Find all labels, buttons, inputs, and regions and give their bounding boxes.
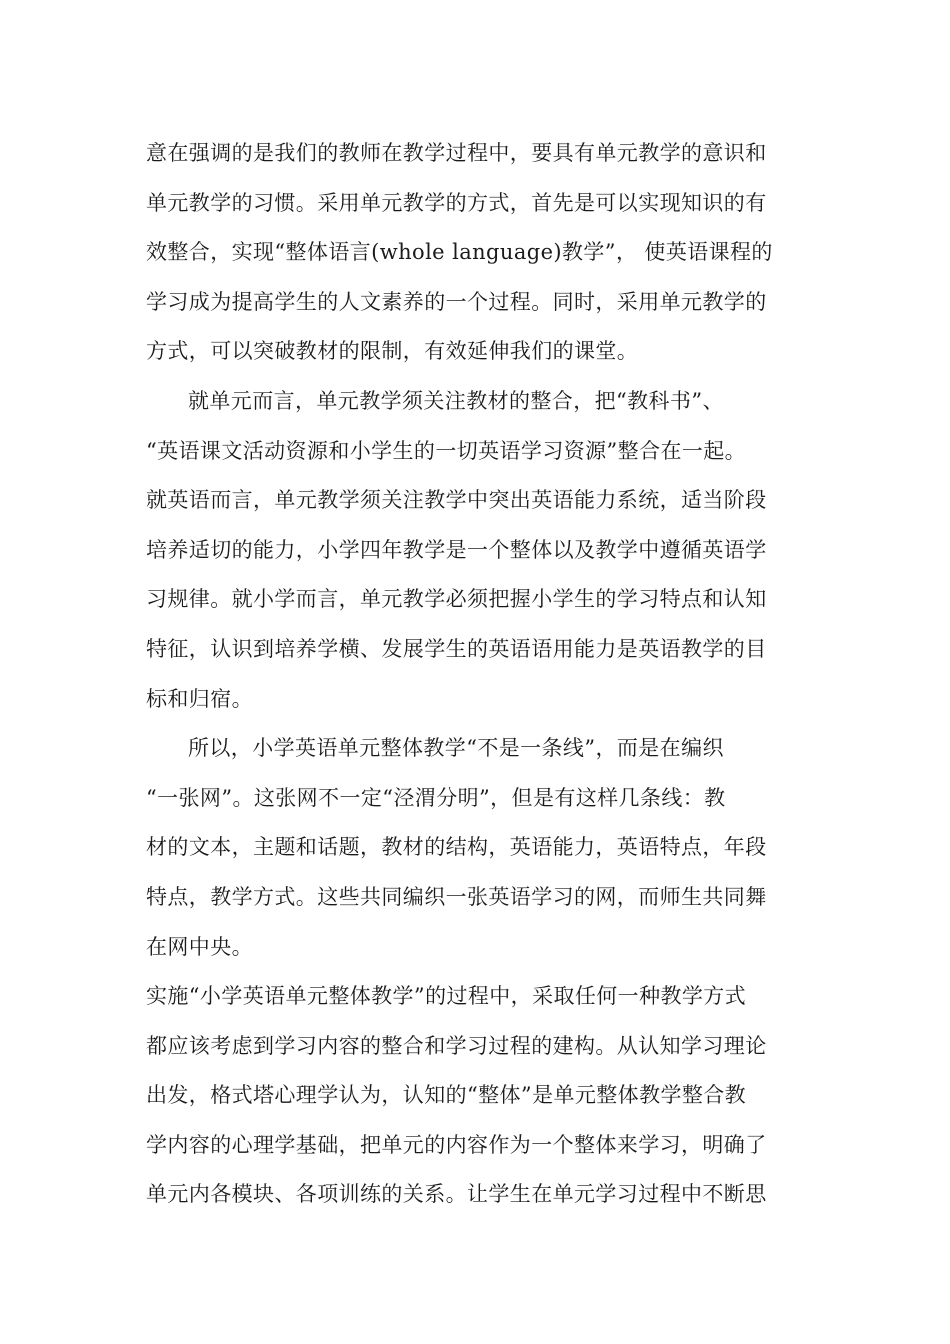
- text-line: 意在强调的是我们的教师在教学过程中，要具有单元教学的意识和: [146, 141, 767, 165]
- text-line: 特点，教学方式。这些共同编织一张英语学习的网，而师生共同舞: [146, 884, 767, 909]
- text-line: 学习成为提高学生的人文素养的一个过程。同时，采用单元教学的: [146, 289, 767, 314]
- paragraph-2: [146, 381, 808, 728]
- text-line: 实施“小学英语单元整体教学”的过程中，采取任何一种教学方式: [146, 984, 747, 1009]
- text-line: 习规律。就小学而言，单元教学必须把握小学生的学习特点和认知: [146, 587, 767, 612]
- text-line: 材的文本，主题和话题，教材的结构，英语能力，英语特点，年段: [146, 835, 767, 860]
- text-line: “英语课文活动资源和小学生的一切英语学习资源”整合在一起。: [146, 438, 747, 463]
- paragraph-3: [146, 728, 808, 976]
- text-line: 单元教学的习惯。采用单元教学的方式，首先是可以实现知识的有: [146, 190, 767, 215]
- text-line: 所以，小学英语单元整体教学“不是一条线”，而是在编织: [188, 736, 724, 761]
- text-line: 方式，可以突破教材的限制，有效延伸我们的课堂。: [146, 339, 639, 364]
- paragraph-1: [146, 133, 808, 381]
- text-line: 效整合，实现“整体语言(whole language)教学”， 使英语课程的: [146, 240, 773, 265]
- text-line: “一张网”。这张网不一定“泾渭分明”，但是有这样几条线：教: [146, 785, 726, 810]
- paragraph-4: [146, 976, 808, 1224]
- text-line: 学内容的心理学基础，把单元的内容作为一个整体来学习，明确了: [146, 1132, 767, 1157]
- text-line: 在网中央。: [146, 934, 253, 959]
- text-line: 单元内各模块、各项训练的关系。让学生在单元学习过程中不断思: [146, 1182, 767, 1207]
- text-line: 标和归宿。: [146, 686, 253, 711]
- text-line: 就英语而言，单元教学须关注教学中突出英语能力系统，适当阶段: [146, 488, 767, 513]
- text-line: 出发，格式塔心理学认为，认知的“整体”是单元整体教学整合教: [146, 1083, 747, 1108]
- text-line: 培养适切的能力，小学四年教学是一个整体以及教学中遵循英语学: [146, 537, 767, 562]
- text-line: 特征，认识到培养学横、发展学生的英语语用能力是英语教学的目: [146, 636, 767, 661]
- document-body: [146, 133, 808, 1224]
- text-line: 就单元而言，单元教学须关注教材的整合，把“教科书”、: [188, 388, 724, 413]
- text-line: 都应该考虑到学习内容的整合和学习过程的建构。从认知学习理论: [146, 1033, 767, 1058]
